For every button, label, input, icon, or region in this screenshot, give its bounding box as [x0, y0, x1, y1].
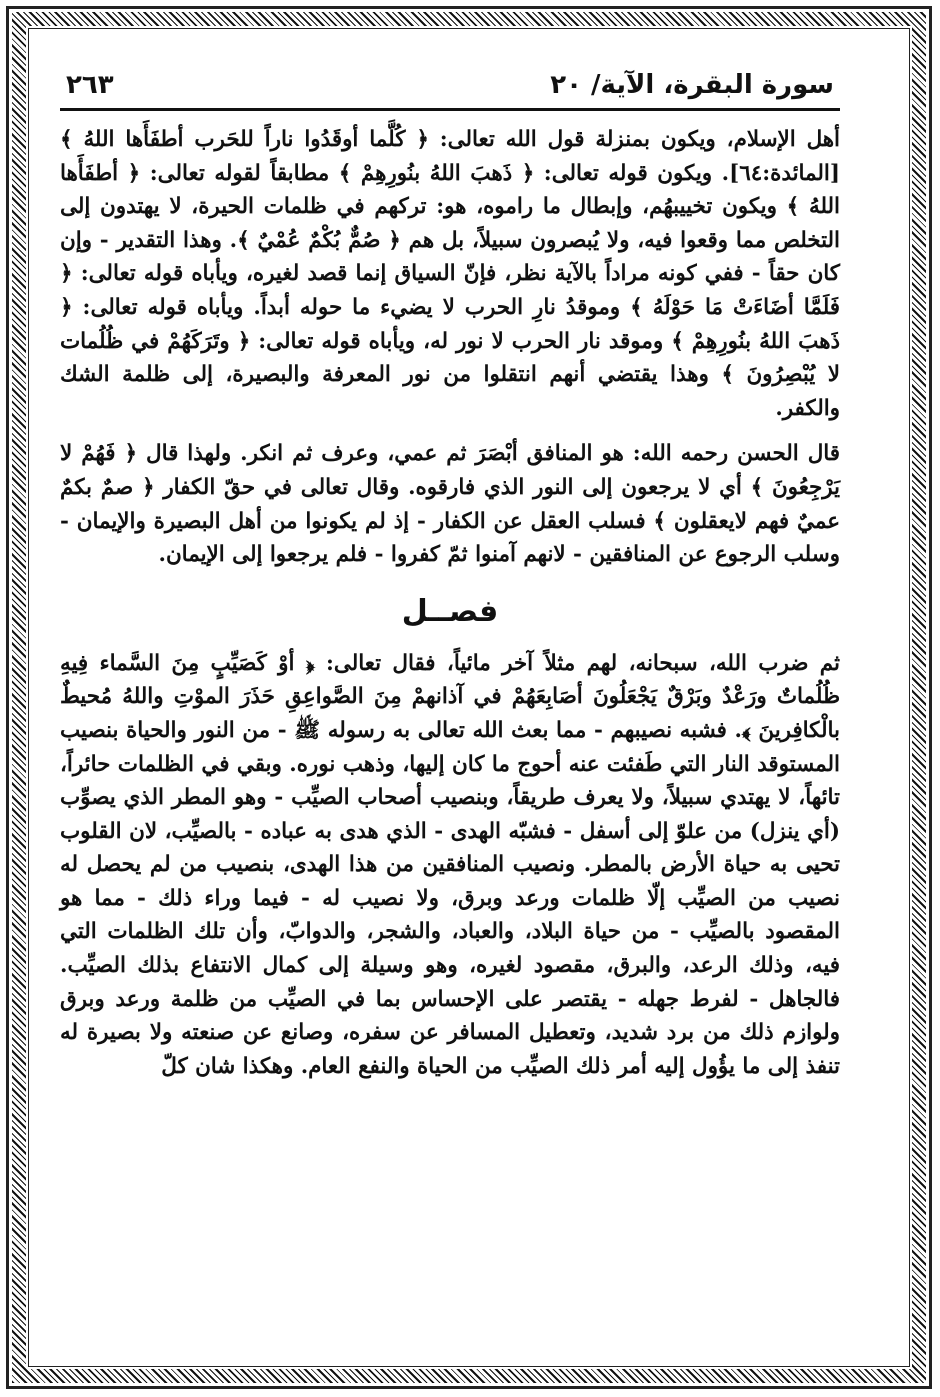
- running-header: [60, 70, 840, 108]
- book-page: [60, 70, 840, 1083]
- page-number: ٢٦٣: [66, 70, 114, 100]
- paragraph-2: قال الحسن رحمه الله: هو المنافق أبْصَرَ ثم عمي، وعرف ثم انكر. ولهذا قال ﴿ فَهُمْ لا يَرْجِعُونَ ﴾ أي لا يرجعون إلى النور الذي فارقوه. وقال تعالى في حقّ الكفار ﴿ صمٌ بكمٌ عميٌ فهم لايعقلون ﴾ فسلب العقل عن الكفار - إذ لم يكونوا من أهل البصيرة والإيمان - وسلب الرجوع عن المنافقين - لانهم آمنوا ثمّ كفروا - فلم يرجعوا إلى الإيمان.: [60, 441, 840, 568]
- paragraph-1: أهل الإسلام، ويكون بمنزلة قول الله تعالى: ﴿ كُلَّما أوقَدُوا ناراً للحَرب أطفَأَها اللهُ ﴾ [المائدة:٦٤]. ويكون قوله تعالى: ﴿ ذَهبَ اللهُ بنُورِهِمْ ﴾ مطابقاً لقوله تعالى: ﴿ أطفَأَها اللهُ ﴾ ويكون تخييبهُم، وإبطال ما راموه، هو: تركهم في ظلمات الحيرة، لا يهتدون إلى التخلص مما وقعوا فيه، ولا يُبصرون سبيلاً، بل هم ﴿ صُمٌّ بُكْمٌ عُمْيٌ ﴾. وهذا التقدير - وإن كان حقاً - ففي كونه مراداً بالآية نظر، فإنّ السياق إنما قصد لغيره، ويأباه قوله تعالى: ﴿ فَلَمَّا أضَاءَتْ مَا حَوْلَهُ ﴾ وموقدُ نارِ الحرب لا يضيء ما حوله أبداً. ويأباه قوله تعالى: ﴿ ذَهبَ اللهُ بنُورِهِمْ ﴾ وموقد نار الحرب لا نور له، ويأباه قوله تعالى: ﴿ وتَرَكَهُمْ في ظُلُمات لا يُبْصِرُونَ ﴾ وهذا يقتضي أنهم انتقلوا من نور المعرفة والبصيرة، إلى ظلمة الشك والكفر.: [60, 127, 840, 421]
- section-title: فصــل: [401, 593, 499, 629]
- paragraph-3: ثم ضرب الله، سبحانه، لهم مثلاً آخر مائياً، فقال تعالى: ﴿ أوْ كَصَيِّبٍ مِنَ السَّماء فِيهِ ظُلُماتٌ ورَعْدٌ وبَرْقٌ يَجْعَلُونَ أصَابِعَهُمْ في آذانهمْ مِنَ الصَّواعِقِ حَذَرَ الموْتِ واللهُ مُحيطٌ بالْكافِرينَ ﴾. فشبه نصيبهم - مما بعث الله تعالى به رسوله ﷺ - من النور والحياة بنصيب المستوقد النار التي طَفئت عنه أحوج ما كان إليها، وذهب نوره. وبقي في الظلمات حائراً، تائهاً، لا يهتدي سبيلاً، ولا يعرف طريقاً، وبنصيب أصحاب الصيِّب - وهو المطر الذي يصوِّب (أي ينزل) من علوّ إلى أسفل - فشبّه الهدى - الذي هدى به عباده - بالصيِّب، لان القلوب تحيى به حياة الأرض بالمطر. ونصيب المنافقين من هذا الهدى، بنصيب من لم يحصل له نصيب من الصيِّب إلّا ظلمات ورعد وبرق، ولا نصيب له - فيما وراء ذلك - مما هو المقصود بالصيِّب - من حياة البلاد، والعباد، والشجر، والدوابّ، وأن تلك الظلمات التي فيه، وذلك الرعد، والبرق، مقصود لغيره، وهو وسيلة إلى كمال الانتفاع بذلك الصيِّب. فالجاهل - لفرط جهله - يقتصر على الإحساس بما في الصيِّب من ظلمة ورعد وبرق ولوازم ذلك من برد شديد، وتعطيل المسافر عن سفره، وصانع عن صنعته ولا بصيرة له تنفذ إلى ما يؤُول إليه أمر ذلك الصيِّب من الحياة والنفع العام. وهكذا شان كلّ: [60, 650, 840, 1079]
- surah-reference: سورة البقرة، الآية/ ٢٠: [550, 70, 834, 100]
- header-rule: [60, 108, 840, 111]
